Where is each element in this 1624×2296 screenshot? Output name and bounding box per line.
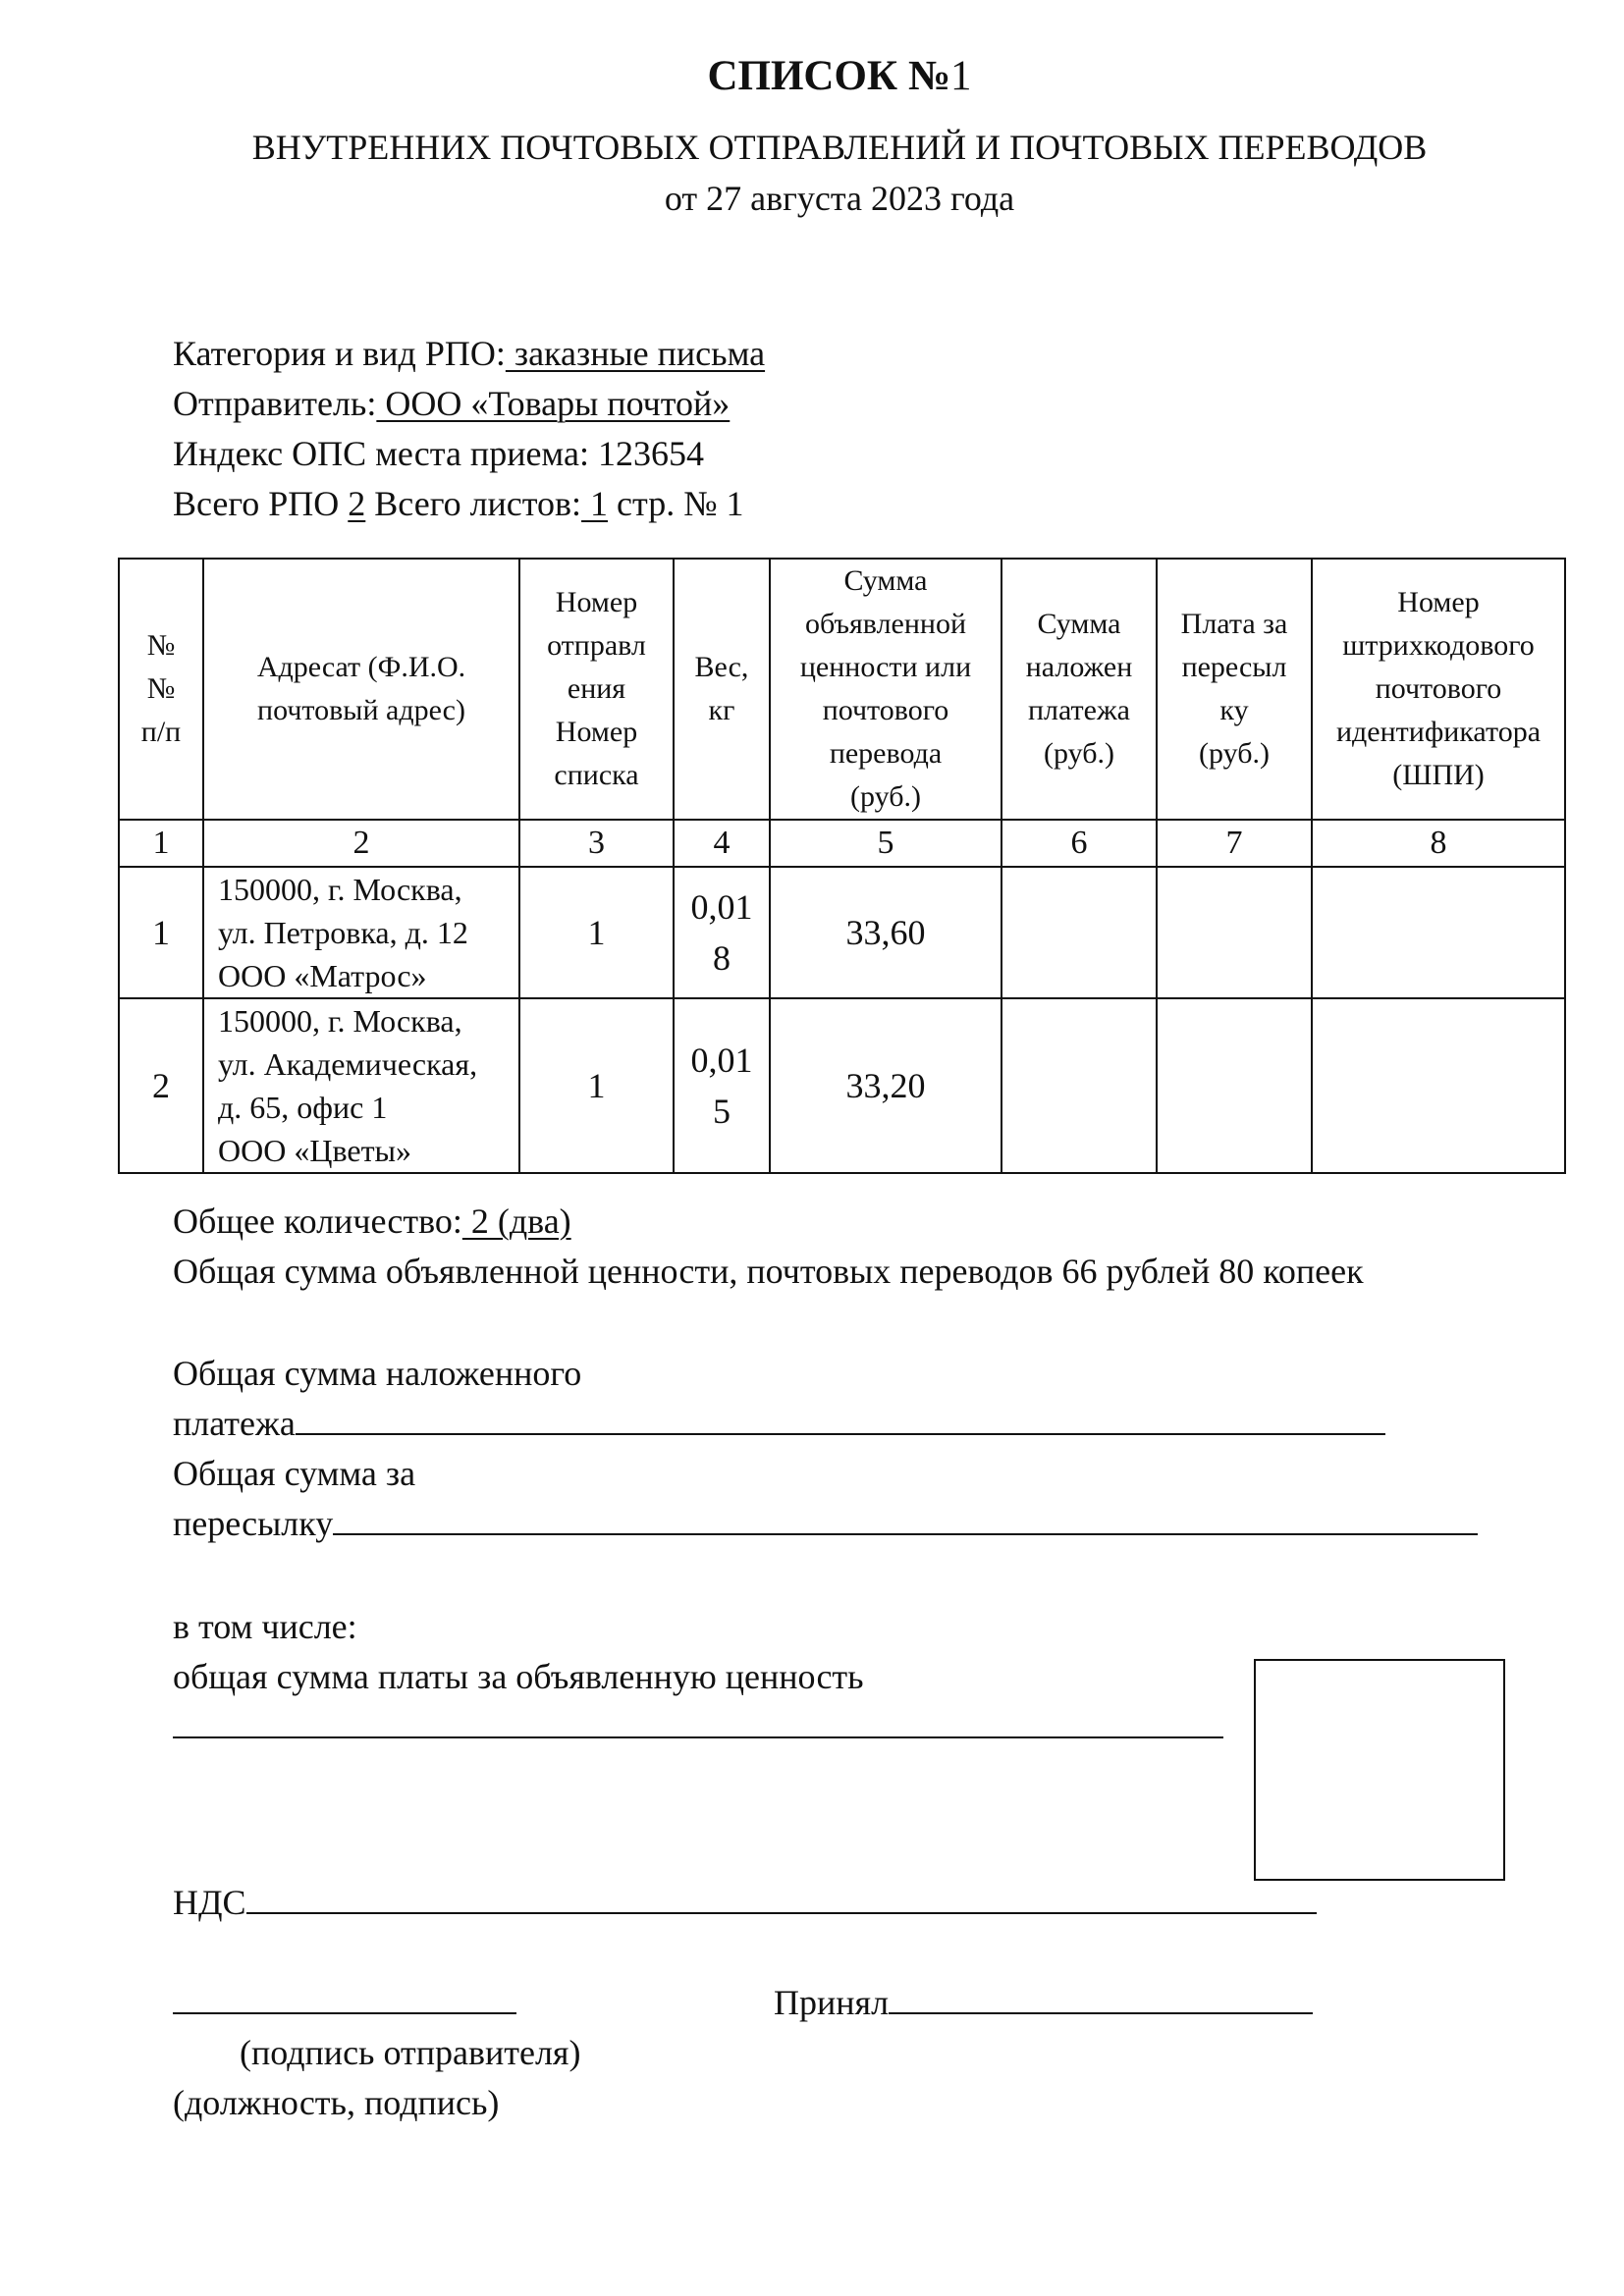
- postage-total-blank: [333, 1500, 1478, 1535]
- accepted-blank: [889, 1979, 1313, 2014]
- declared-fee-blank: [173, 1703, 1223, 1738]
- barcode-cell: [1312, 867, 1565, 998]
- column-header: [770, 559, 1001, 820]
- document-date: от 27 августа 2023 года: [664, 179, 1015, 218]
- vat-blank: [246, 1879, 1317, 1914]
- addressee-cell: [203, 867, 519, 998]
- cod-amount-cell: [1001, 998, 1157, 1173]
- addressee-text: 150000, г. Москва, ул. Академическая, д. 65, офис 1 ООО «Цветы»: [218, 1003, 478, 1168]
- sender-label: Отправитель:: [173, 384, 377, 423]
- column-header: [119, 559, 203, 820]
- column-header: [203, 559, 519, 820]
- including-label: в том числе:: [173, 1607, 357, 1646]
- header-addressee: Адресат (Ф.И.О. почтовый адрес): [256, 651, 466, 726]
- declared-fee-line: [173, 1701, 1223, 1752]
- cod-total-label-2: платежа: [173, 1404, 296, 1443]
- postage-total-label: Общая сумма за: [173, 1454, 416, 1493]
- table-row: [119, 867, 1565, 998]
- cod-total-line: [173, 1398, 1385, 1449]
- sender-signature-line: [173, 1977, 516, 2028]
- column-header: [519, 559, 674, 820]
- total-rpo-value: 2: [348, 484, 366, 523]
- document-title: [0, 49, 1624, 104]
- column-number: 4: [674, 820, 770, 867]
- sender-value: ООО «Товары почтой»: [376, 384, 731, 423]
- cod-amount-cell: [1001, 867, 1157, 998]
- column-number: 6: [1001, 820, 1157, 867]
- header-item-number: Номер отправл ения Номер списка: [547, 586, 646, 791]
- column-header: [1157, 559, 1312, 820]
- title-text: СПИСОК №: [707, 53, 951, 99]
- row-number-cell: 1: [119, 867, 203, 998]
- column-header: [1001, 559, 1157, 820]
- total-declared-value-line: Общая сумма объявленной ценности, почтовых переводов 66 рублей 80 копеек: [173, 1252, 1364, 1291]
- document-subtitle: ВНУТРЕННИХ ПОЧТОВЫХ ОТПРАВЛЕНИЙ И ПОЧТОВЫХ ПЕРЕВОДОВ: [251, 128, 1428, 167]
- totals-line: [173, 478, 744, 529]
- column-number-row: [119, 820, 1565, 867]
- postage-total-label-2: пересылку: [173, 1504, 334, 1543]
- category-value: заказные письма: [505, 334, 766, 373]
- weight-text: 0,01 8: [690, 887, 753, 978]
- column-header: [674, 559, 770, 820]
- barcode-cell: [1312, 998, 1565, 1173]
- header-num: № № п/п: [140, 629, 182, 748]
- sender-signature-blank: [173, 1979, 516, 2014]
- header-barcode: Номер штрихкодового почтового идентификатора (ШПИ): [1335, 586, 1542, 791]
- addressee-text: 150000, г. Москва, ул. Петровка, д. 12 ООО «Матрос»: [218, 872, 468, 993]
- items-table: [118, 558, 1566, 1174]
- postage-total-line: [173, 1498, 1478, 1549]
- stamp-box: [1254, 1659, 1505, 1881]
- total-count-value: 2 (два): [461, 1201, 571, 1241]
- category-line: [173, 328, 765, 379]
- postage-cell: [1157, 998, 1312, 1173]
- vat-line: [173, 1877, 1317, 1928]
- accepted-label: Принял: [774, 1983, 890, 2022]
- declared-fee-label: общая сумма платы за объявленную ценность: [173, 1657, 864, 1696]
- total-sheets-label: Всего листов:: [365, 484, 582, 523]
- sender-line: [173, 378, 730, 429]
- total-rpo-label: Всего РПО: [173, 484, 349, 523]
- header-postage: Плата за пересыл ку (руб.): [1180, 608, 1288, 770]
- column-header: [1312, 559, 1565, 820]
- weight-text: 0,01 5: [690, 1041, 753, 1131]
- declared-value-cell: 33,60: [770, 867, 1001, 998]
- header-declared-value: Сумма объявленной ценности или почтового перевода (руб.): [799, 564, 972, 813]
- column-number: 5: [770, 820, 1001, 867]
- title-number: 1: [950, 53, 972, 99]
- category-label: Категория и вид РПО:: [173, 334, 506, 373]
- total-count-line: [173, 1196, 571, 1247]
- weight-cell: [674, 998, 770, 1173]
- cod-total-blank: [296, 1400, 1385, 1435]
- total-sheets-value: 1: [581, 484, 609, 523]
- declared-value-cell: 33,20: [770, 998, 1001, 1173]
- column-number: 2: [203, 820, 519, 867]
- column-number: 7: [1157, 820, 1312, 867]
- postage-cell: [1157, 867, 1312, 998]
- row-number-cell: 2: [119, 998, 203, 1173]
- index-line: Индекс ОПС места приема: 123654: [173, 434, 704, 473]
- table-row: [119, 998, 1565, 1173]
- weight-cell: [674, 867, 770, 998]
- item-number-cell: 1: [519, 998, 674, 1173]
- position-signature-caption: (должность, подпись): [173, 2083, 500, 2122]
- column-number: 8: [1312, 820, 1565, 867]
- header-cod: Сумма наложен платежа (руб.): [1025, 608, 1133, 770]
- page-number: стр. № 1: [608, 484, 744, 523]
- addressee-cell: [203, 998, 519, 1173]
- sender-signature-caption: (подпись отправителя): [240, 2033, 581, 2072]
- column-number: 3: [519, 820, 674, 867]
- vat-label: НДС: [173, 1883, 246, 1922]
- item-number-cell: 1: [519, 867, 674, 998]
- table-header-row: [119, 559, 1565, 820]
- cod-total-label: Общая сумма наложенного: [173, 1354, 582, 1393]
- accepted-line: [774, 1977, 1313, 2028]
- total-count-label: Общее количество:: [173, 1201, 462, 1241]
- header-weight: Вес, кг: [694, 651, 749, 726]
- column-number: 1: [119, 820, 203, 867]
